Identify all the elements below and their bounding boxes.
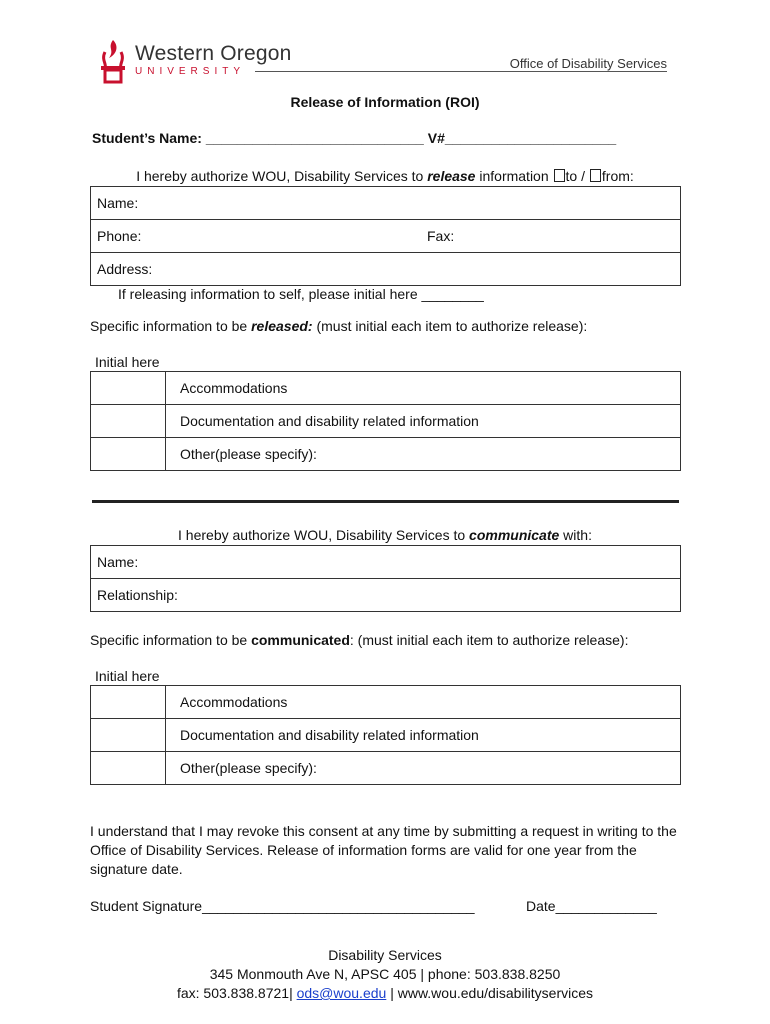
initial-cell[interactable] [91,405,166,437]
communicated-spec: Specific information to be communicated: (must initial each item to authorize release): [90,632,629,648]
student-name-line[interactable]: Student’s Name: ____________________________ V#______________________ [92,130,617,146]
footer-contact: fax: 503.838.8721| ods@wou.edu | www.wou.edu/disabilityservices [176,985,594,1001]
university-logo [95,38,295,84]
section-divider [92,500,679,503]
release-contact-box [90,186,681,286]
initial-here-label-2: Initial here [95,668,160,684]
initial-cell[interactable] [91,719,166,751]
from-checkbox[interactable] [590,169,601,182]
footer-address: 345 Monmouth Ave N, APSC 405 | phone: 503.838.8250 [209,966,561,982]
released-spec: Specific information to be released: (must initial each item to authorize release): [90,318,588,334]
date-line[interactable]: Date_____________ [526,898,657,914]
release-intro: I hereby authorize WOU, Disability Services to release information to / from: [136,168,634,184]
communicate-relationship-row[interactable]: Relationship: [97,587,178,603]
initial-cell[interactable] [91,752,166,784]
table-row: Documentation and disability related information [91,405,680,438]
table-row: Other(please specify): [91,438,680,470]
signature-line[interactable]: Student Signature___________________________________ [90,898,475,914]
footer-title: Disability Services [328,947,442,963]
release-phone-row[interactable]: Phone: Fax: [91,220,680,253]
to-checkbox[interactable] [554,169,565,182]
university-subtitle: UNIVERSITY [135,66,246,77]
office-name: Office of Disability Services [509,56,667,71]
torch-icon [95,38,131,84]
email-link[interactable]: ods@wou.edu [296,985,387,1001]
initial-cell[interactable] [91,686,166,718]
table-row: Other(please specify): [91,752,680,784]
release-name-row[interactable]: Name: [91,187,680,220]
release-items-table [90,371,681,471]
initial-cell[interactable] [91,372,166,404]
table-row: Documentation and disability related information [91,719,680,752]
revoke-consent-text: I understand that I may revoke this consent at any time by submitting a request in writing to the Office of Disability Services. Release of information forms are valid for one year from the signature date. [90,823,677,877]
table-row: Accommodations [91,686,680,719]
self-initial-line[interactable]: If releasing information to self, please initial here ________ [118,286,484,302]
header-rule [255,71,667,72]
release-address-row[interactable]: Address: [97,261,153,277]
communicate-intro: I hereby authorize WOU, Disability Services to communicate with: [178,527,592,543]
university-name: Western Oregon [135,42,292,65]
communicate-name-row[interactable]: Name: [91,546,680,579]
form-title: Release of Information (ROI) [290,94,480,110]
table-row: Accommodations [91,372,680,405]
initial-here-label: Initial here [95,354,160,370]
communicate-items-table [90,685,681,785]
communicate-contact-box [90,545,681,612]
initial-cell[interactable] [91,438,166,470]
